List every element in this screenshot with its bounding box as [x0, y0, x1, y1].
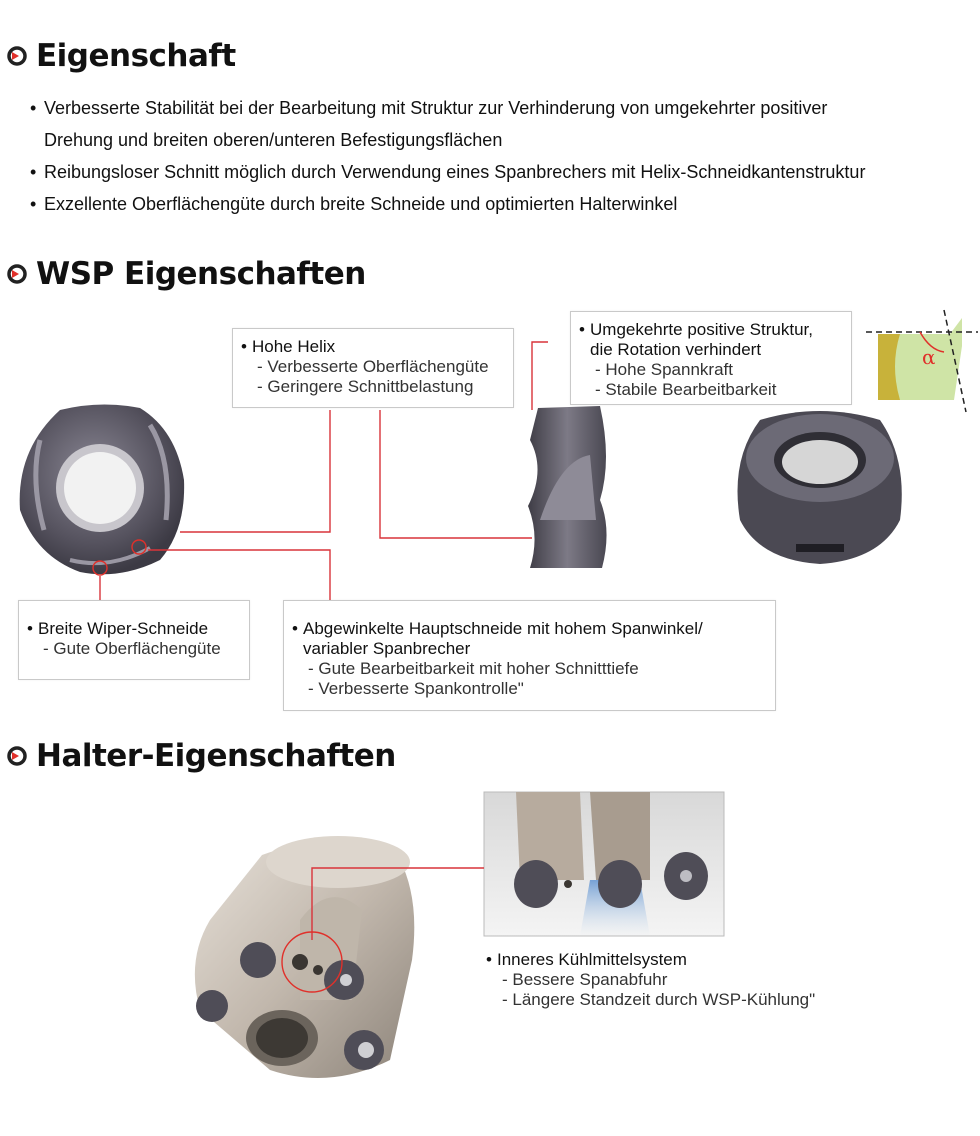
feature-item-continuation: Drehung und breiten oberen/unteren Befestigungsflächen [44, 130, 503, 150]
callout-item: - Verbesserte Spankontrolle" [292, 679, 767, 699]
coolant-photo [484, 792, 724, 936]
callout-hohe-helix [232, 328, 514, 408]
feature-item: • Verbesserte Stabilität bei der Bearbeitung mit Struktur zur Verhinderung von umgekehrter positiver [30, 92, 950, 124]
callout-abgewinkelte-hauptschneide [283, 600, 776, 711]
feature-item: • Reibungsloser Schnitt möglich durch Verwendung eines Spanbrechers mit Helix-Schneidkantenstruktur [30, 156, 950, 188]
callout-umgekehrte-struktur [570, 311, 852, 405]
callout-item: - Geringere Schnittbelastung [241, 377, 505, 397]
callout-item: - Gute Bearbeitbarkeit mit hoher Schnitttiefe [292, 659, 767, 679]
callout-item: - Längere Standzeit durch WSP-Kühlung" [486, 990, 886, 1010]
callout-title: • Abgewinkelte Hauptschneide mit hohem Spanwinkel/ [292, 609, 767, 639]
section-heading: Halter-Eigenschaften [36, 738, 396, 774]
angle-alpha-label: α [922, 345, 936, 369]
callout-title-continuation: variabler Spanbrecher [303, 639, 471, 658]
insert-side-view [528, 406, 607, 568]
insert-3d-view [738, 411, 902, 564]
callout-item: - Verbesserte Oberflächengüte [241, 357, 505, 377]
insert-top-view [20, 404, 184, 574]
section-heading: WSP Eigenschaften [36, 256, 366, 292]
callout-item: - Hohe Spannkraft [579, 360, 843, 380]
holder-3d-view [195, 836, 414, 1078]
section-heading: Eigenschaft [36, 38, 236, 74]
callout-item: - Bessere Spanabfuhr [486, 970, 886, 990]
feature-item: • Exzellente Oberflächengüte durch breite Schneide und optimierten Halterwinkel [30, 188, 950, 220]
callout-title: • Hohe Helix [241, 337, 505, 357]
callout-title: • Inneres Kühlmittelsystem [486, 950, 886, 970]
callout-title: • Breite Wiper-Schneide [27, 609, 241, 639]
callout-item: - Gute Oberflächengüte [27, 639, 241, 659]
callout-title: • Umgekehrte positive Struktur, [579, 320, 843, 340]
callout-title-continuation: die Rotation verhindert [590, 340, 762, 359]
callout-item: - Stabile Bearbeitbarkeit [579, 380, 843, 400]
callout-kuehlmittelsystem [486, 950, 886, 1010]
callout-wiper-schneide [18, 600, 250, 680]
